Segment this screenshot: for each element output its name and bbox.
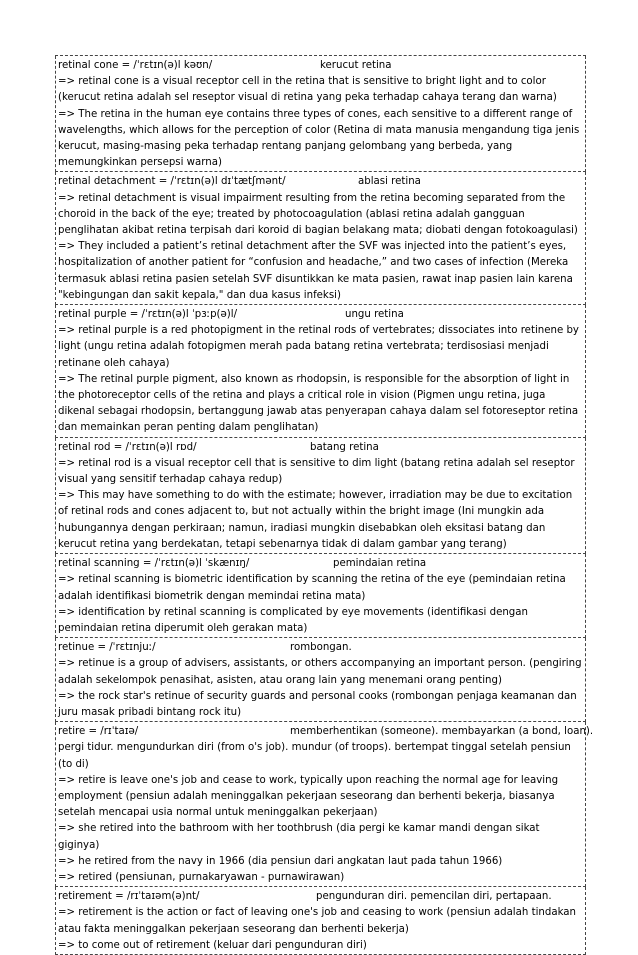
dictionary-entry	[55, 554, 586, 638]
entry-translation: pengunduran diri. pemencilan diri, pertapaan.	[316, 891, 552, 903]
entry-line: => retinal detachment is visual impairment resulting from the retina becoming separated from the choroid in the back of the eye; treated by photocoagulation (ablasi retina adalah gangguan penglihatan akibat retina terpisah dari koroid di bagian belakang mata; diobati dengan fotokoagulasi)	[58, 192, 578, 237]
entry-line: => she retired into the bathroom with her toothbrush (dia pergi ke kamar mandi dengan sikat giginya)	[58, 823, 540, 851]
entry-headword: retinal detachment = /ˈrɛtɪn(ə)l dɪˈtætʃmənt/	[58, 176, 286, 188]
dictionary-entry	[55, 722, 594, 887]
entry-header	[58, 307, 583, 323]
entry-line: => This may have something to do with the estimate; however, irradiation may be due to excitation of retinal rods and cones adjacent to, but not actually within the bright image (Ini mungkin ada hubungannya dengan perkiraan; namun, iradiasi mungkin disebabkan oleh eksitasi batang dan kerucut retina yang berdekatan, tetapi sebenarnya tidak di dalam gambar yang terang)	[58, 490, 573, 550]
entry-translation: kerucut retina	[320, 60, 392, 71]
entry-line: pergi tidur. mengundurkan diri (from o's job). mundur (of troops). bertempat tinggal setelah pensiun (to di)	[58, 742, 571, 770]
dictionary-page	[55, 55, 594, 955]
entry-translation: ungu retina	[345, 309, 404, 321]
entry-headword: retinue = /ˈrɛtɪnjuː/	[58, 642, 156, 654]
dictionary-entry	[55, 305, 586, 438]
entry-headword: retinal scanning = /ˈrɛtɪn(ə)l ˈskænɪŋ/	[58, 558, 250, 570]
entry-line: => The retinal purple pigment, also known as rhodopsin, is responsible for the absorption of light in the photoreceptor cells of the retina and plays a critical role in vision (Pigmen ungu retina, juga dikenal sebagai rhodopsin, bertanggung jawab atas penyerapan cahaya dalam sel fotoreseptor retina dan memainkan peran penting dalam penglihatan)	[58, 373, 579, 434]
entry-translation: ablasi retina	[358, 176, 421, 188]
dictionary-entry	[55, 887, 586, 955]
entry-header	[58, 440, 583, 456]
entry-line: => retirement is the action or fact of leaving one's job and ceasing to work (pensiun adalah tindakan atau fakta meninggalkan pekerjaan seseorang dan berhenti bekerja)	[58, 907, 576, 935]
entry-header	[58, 640, 583, 656]
dictionary-entry	[55, 56, 586, 172]
entry-line: => retinal rod is a visual receptor cell that is sensitive to dim light (batang retina adalah sel reseptor visual yang sensitif terhadap cahaya redup)	[58, 457, 575, 486]
entry-headword: retinal rod = /ˈrɛtɪn(ə)l rɒd/	[58, 441, 197, 453]
entry-line: => the rock star's retinue of security guards and personal cooks (rombongan penjaga keamanan dan juru masak pribadi bintang rock itu)	[58, 690, 577, 718]
entry-line: => retired (pensiunan, purnakaryawan - purnawirawan)	[58, 871, 345, 883]
entry-header	[58, 556, 583, 572]
entry-header	[58, 174, 583, 190]
entry-line: => They included a patient’s retinal detachment after the SVF was injected into the patient’s eyes, hospitalization of another patient for “confusion and headache,” and two cases of infection (Mereka termasuk ablasi retina pasien setelah SVF disuntikkan ke mata pasien, rawat inap pasien lain karena "kebingungan dan sakit kepala," dan dua kasus infeksi)	[58, 241, 573, 301]
entry-line: => he retired from the navy in 1966 (dia pensiun dari angkatan laut pada tahun 1966)	[58, 855, 503, 867]
entry-headword: retire = /rɪˈtaɪə/	[58, 726, 139, 738]
entry-translation: pemindaian retina	[333, 558, 427, 570]
entry-header	[58, 724, 594, 740]
entry-line: => The retina in the human eye contains three types of cones, each sensitive to a different range of wavelengths, which allows for the perception of color (Retina di mata manusia mengandung tiga jenis kerucut, masing-masing peka terhadap rentang panjang gelombang yang berbeda, yang memungkinkan persepsi warna)	[58, 108, 580, 169]
entry-line: => to come out of retirement (keluar dari pengunduran diri)	[58, 939, 367, 951]
dictionary-entry	[55, 638, 586, 722]
entry-headword: retinal cone = /ˈrɛtɪn(ə)l kəʊn/	[58, 60, 213, 71]
entry-header	[58, 58, 583, 74]
entry-line: => retinue is a group of advisers, assistants, or others accompanying an important person. (pengiring adalah sekelompok penasihat, asisten, atau orang lain yang menemani orang penting)	[58, 658, 582, 686]
entry-translation: memberhentikan (someone). membayarkan (a bond, loan).	[290, 726, 594, 738]
entry-line: => identification by retinal scanning is complicated by eye movements (identifikasi dengan pemindaian retina diperumit oleh gerakan mata)	[58, 606, 528, 634]
entry-line: => retinal cone is a visual receptor cell in the retina that is sensitive to bright light and to color (kerucut retina adalah sel reseptor visual di retina yang peka terhadap cahaya terang dan warna)	[58, 76, 557, 104]
dictionary-entry	[55, 172, 586, 305]
entry-headword: retinal purple = /ˈrɛtɪn(ə)l ˈpɜːp(ə)l/	[58, 309, 238, 321]
entry-translation: batang retina	[310, 441, 379, 453]
entry-line: => retinal scanning is biometric identification by scanning the retina of the eye (pemindaian retina adalah identifikasi biometrik dengan memindai retina mata)	[58, 574, 566, 602]
entry-line: => retire is leave one's job and cease to work, typically upon reaching the normal age for leaving employment (pensiun adalah meninggalkan pekerjaan seseorang dan berhenti bekerja, biasanya setelah mencapai usia normal untuk meninggalkan pekerjaan)	[58, 774, 559, 819]
dictionary-entry	[55, 438, 586, 554]
entry-translation: rombongan.	[290, 642, 352, 654]
entry-line: => retinal purple is a red photopigment in the retinal rods of vertebrates; dissociates into retinene by light (ungu retina adalah fotopigmen merah pada batang retina vertebrata; terdisosiasi menjadi retinane oleh cahaya)	[58, 325, 579, 369]
entry-headword: retirement = /rɪˈtaɪəm(ə)nt/	[58, 891, 200, 903]
